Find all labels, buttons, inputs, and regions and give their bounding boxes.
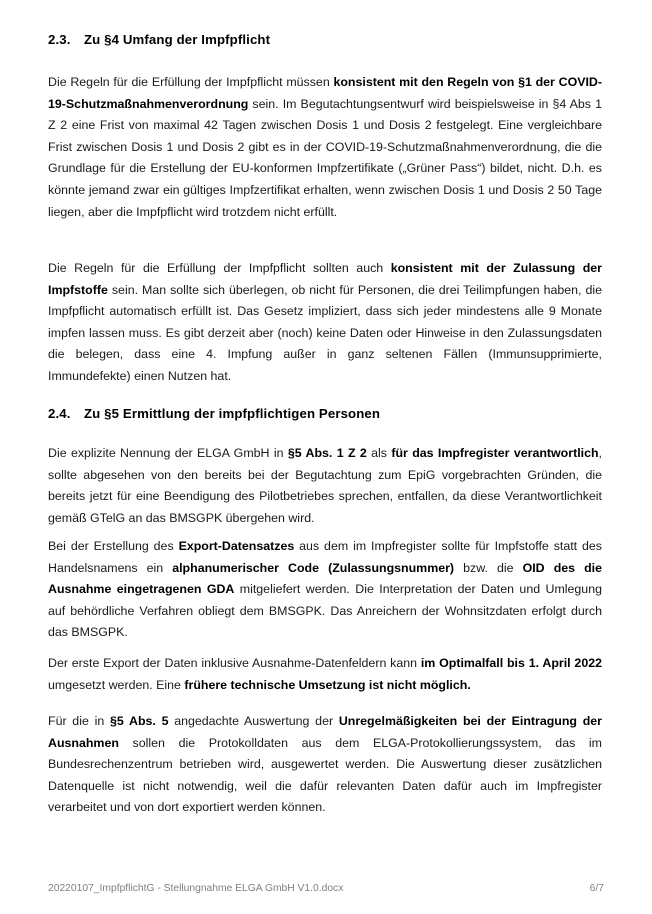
text-run: sein. Man sollte sich überlegen, ob nicht für Personen, die drei Teilimpfungen haben, die Impfpflicht automatisch erfüllt ist. Das Gesetz impliziert, dass sich jeder mindestens alle 9 Monate impfen lassen muss. Es gibt derzeit aber (noch) keine Daten oder Hinweise in den Zulassungsdaten die belegen, dass eine 4. Impfung außer in ganz seltenen Fällen (Immunsupprimierte, Immundefekte) einen Nutzen hat.	[48, 282, 602, 383]
section-number: 2.3.	[48, 32, 71, 47]
section-number: 2.4.	[48, 406, 71, 421]
paragraph-2	[48, 258, 602, 388]
paragraph-3	[48, 443, 602, 529]
text-run: sollen die Protokolldaten aus dem ELGA-Protokollierungssystem, das im Bundesrechenzentrum betrieben wird, ausgewertet werden. Die Auswertung dieser zusätzlichen Datenquelle ist nicht notwendig, weil die dafür relevanten Daten dafür auch im Impfregister verarbeitet und von dort exportiert werden können.	[48, 735, 602, 815]
section-heading-2-3	[48, 32, 602, 49]
bold-run: Unregelmäßigkeiten bei der Eintragung der Ausnahmen	[48, 714, 603, 750]
text-run: umgesetzt werden. Eine	[48, 677, 185, 692]
text-run: sein. Im Begutachtungsentwurf wird beispielsweise in §4 Abs 1 Z 2 eine Frist von maximal 42 Tagen zwischen Dosis 1 und Dosis 2 festgelegt. Eine vergleichbare Frist zwischen Dosis 1 und Dosis 2 gibt es in der COVID-19-Schutzmaßnahmenverordnung, die die Grundlage für die Erstellung der EU-konformen Impfzertifikate („Grüner Pass“) bildet, nicht. D.h. es könnte jemand zwar ein gültiges Impfzertifikat erhalten, wenn zwischen Dosis 1 und Dosis 2 50 Tage liegen, aber die Impfpflicht wird trotzdem nicht erfüllt.	[48, 96, 602, 219]
footer-filename: 20220107_ImpfpflichtG - Stellungnahme ELGA GmbH V1.0.docx	[48, 883, 344, 894]
bold-run: im Optimalfall bis 1. April 2022	[420, 656, 602, 670]
page-footer	[48, 883, 604, 894]
section-title: Zu §5 Ermittlung der impfpflichtigen Personen	[84, 406, 381, 421]
text-run: Der erste Export der Daten inklusive Ausnahme-Datenfeldern kann	[48, 656, 421, 670]
footer-page-number: 6/7	[589, 883, 604, 894]
text-run: als	[366, 446, 392, 460]
text-run: aus dem im Impfregister sollte für Impfstoffe statt des Handelsnamens ein	[48, 539, 602, 575]
text-run: , sollte abgesehen von den bereits bei der Begutachtung zum EpiG vorgebrachten Gründen, die bereits jetzt für eine Beendigung des Pilotbetriebes sprechen, entfallen, da diese Verantwortlichkeit gemäß GTelG an das BMSGPK übergehen wird.	[48, 446, 602, 525]
bold-run: §5 Abs. 5	[109, 714, 169, 728]
bold-run: für das Impfregister verantwortlich	[391, 446, 599, 460]
bold-run: Export-Datensatzes	[178, 539, 295, 553]
bold-run: konsistent mit der Zulassung der Impfstoffe	[48, 261, 602, 297]
bold-run: §5 Abs. 1 Z 2	[287, 446, 367, 460]
section-title: Zu §4 Umfang der Impfpflicht	[84, 32, 271, 47]
bold-run: OID des die Ausnahme eingetragenen GDA	[48, 560, 603, 597]
text-run: bzw. die	[454, 560, 523, 575]
bold-run: frühere technische Umsetzung ist nicht möglich.	[184, 677, 471, 692]
paragraph-6	[48, 711, 602, 819]
text-run: Die explizite Nennung der ELGA GmbH in	[48, 446, 288, 460]
bold-run: alphanumerischer Code (Zulassungsnummer)	[172, 560, 455, 575]
section-heading-2-4	[48, 406, 602, 423]
text-run: Die Regeln für die Erfüllung der Impfpflicht sollten auch	[48, 261, 391, 275]
text-run: mitgeliefert werden. Die Interpretation der Daten und Umlegung auf behördliche Verfahren obliegt dem BMSGPK. Das Anreichern der Wohnsitzdaten erfolgt durch das BMSGPK.	[48, 582, 602, 640]
paragraph-4	[48, 536, 602, 644]
bold-run: konsistent mit den Regeln von §1 der COVID-19-Schutzmaßnahmenverordnung	[48, 75, 602, 111]
text-run: Für die in	[48, 714, 110, 728]
paragraph-5	[48, 653, 602, 696]
text-run: Die Regeln für die Erfüllung der Impfpflicht müssen	[48, 75, 334, 89]
paragraph-1	[48, 72, 602, 223]
text-run: angedachte Auswertung der	[168, 714, 339, 728]
text-run: Bei der Erstellung des	[48, 539, 179, 553]
